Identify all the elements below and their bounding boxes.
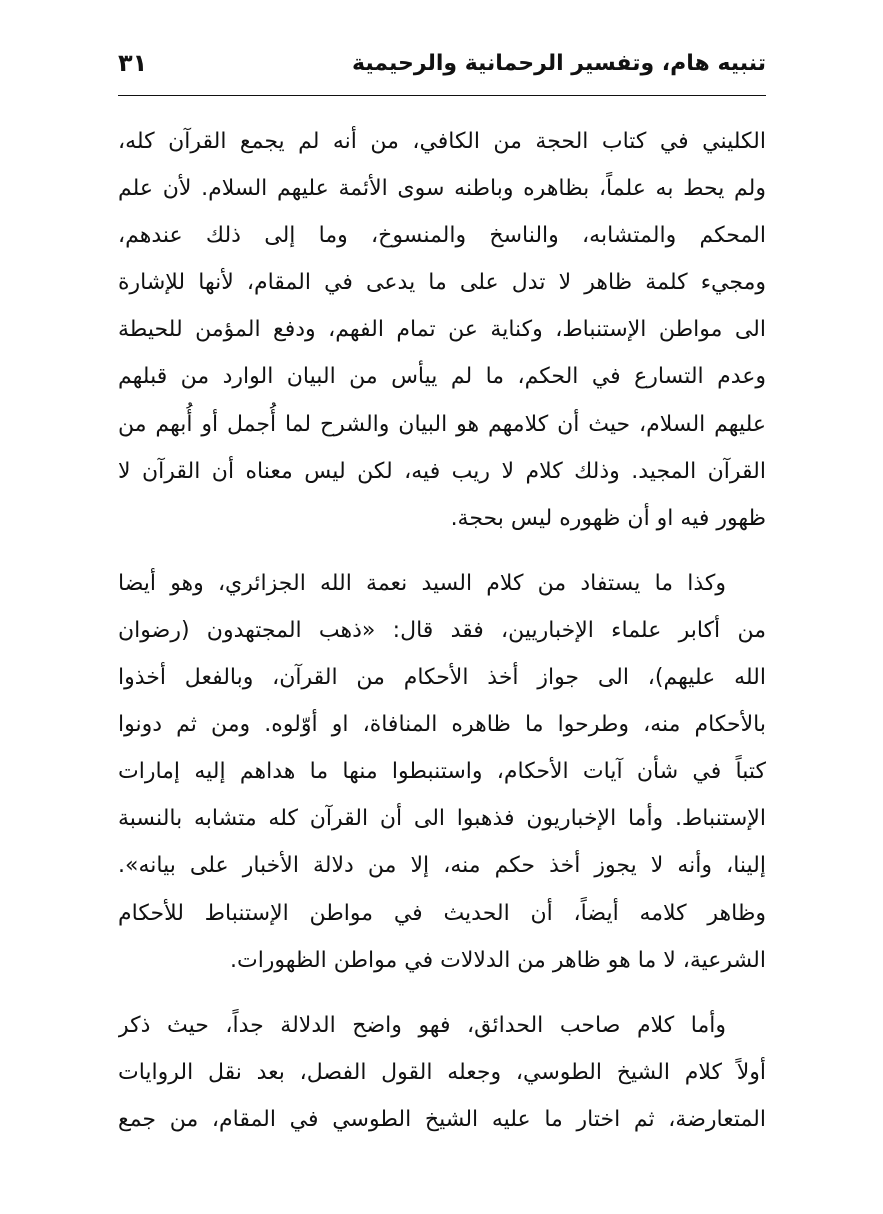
text-line: وعدم التسارع في الحكم، ما لم ييأس من البيان الوارد من قبلهم (118, 364, 766, 390)
text-line: ولم يحط به علماً، بظاهره وباطنه سوى الأئمة عليهم السلام. لأن علم (118, 176, 766, 202)
text-line: الإستنباط. وأما الإخباريون فذهبوا الى أن القرآن كله متشابه بالنسبة (118, 806, 766, 832)
paragraph-3 (118, 1002, 766, 1143)
text-line: القرآن المجيد. وذلك كلام لا ريب فيه، لكن ليس معناه أن القرآن لا (118, 458, 766, 484)
text-line: وأما كلام صاحب الحدائق، فهو واضح الدلالة جداً، حيث ذكر (118, 1012, 726, 1038)
text-line: الله عليهم)، الى جواز أخذ الأحكام من القرآن، وبالفعل أخذوا (118, 665, 766, 691)
text-line: المتعارضة، ثم اختار ما عليه الشيخ الطوسي في المقام، من جمع (118, 1106, 766, 1132)
page-header (118, 40, 766, 86)
text-line: المحكم والمتشابه، والناسخ والمنسوخ، وما إلى ذلك عندهم، (118, 223, 766, 249)
text-line: وظاهر كلامه أيضاً، أن الحديث في مواطن الإستنباط للأحكام (118, 900, 766, 926)
paragraph-2 (118, 560, 766, 984)
running-title: تنبيه هام، وتفسير الرحمانية والرحيمية (351, 50, 766, 76)
paragraph-gap (118, 542, 766, 560)
text-line: إلينا، وأنه لا يجوز أخذ حكم منه، إلا من دلالة الأخبار على بيانه». (118, 853, 766, 879)
text-line: الكليني في كتاب الحجة من الكافي، من أنه لم يجمع القرآن كله، (118, 129, 766, 154)
text-line: الشرعية، لا ما هو ظاهر من الدلالات في مواطن الظهورات. (229, 947, 766, 973)
text-line: الى مواطن الإستنباط، وكناية عن تمام الفهم، ودفع المؤمن للحيطة (118, 317, 766, 343)
text-line: بالأحكام منه، وطرحوا ما ظاهره المنافاة، او أوّلوه. ومن ثم دونوا (118, 712, 766, 738)
text-line: وكذا ما يستفاد من كلام السيد نعمة الله الجزائري، وهو أيضا (118, 570, 726, 596)
text-line: أولاً كلام الشيخ الطوسي، وجعله القول الفصل، بعد نقل الروايات (118, 1059, 766, 1085)
text-line: عليهم السلام، حيث أن كلامهم هو البيان والشرح لما أُجمل أو أُبهم من (118, 411, 766, 437)
text-line: ومجيء كلمة ظاهر لا تدل على ما يدعى في المقام، لأنها للإشارة (118, 270, 766, 296)
text-line: ظهور فيه او أن ظهوره ليس بحجة. (450, 505, 766, 531)
text-line: كتباً في شأن آيات الأحكام، واستنبطوا منها ما هداهم إليه إمارات (118, 759, 766, 785)
header-divider (118, 95, 766, 96)
paragraph-1 (118, 118, 766, 542)
paragraph-gap (118, 984, 766, 1002)
body-text (118, 118, 766, 1143)
page-number: ٣١ (118, 49, 148, 77)
text-line: من أكابر علماء الإخباريين، فقد قال: «ذهب المجتهدون (رضوان (118, 617, 766, 643)
